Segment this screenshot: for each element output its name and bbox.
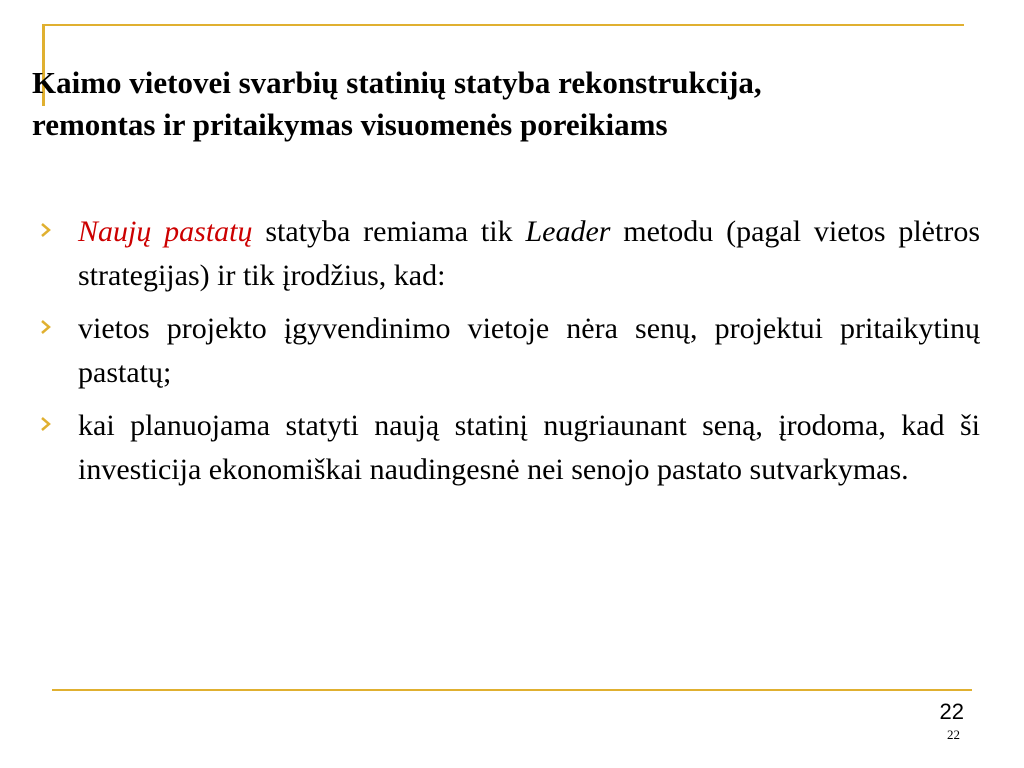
arrow-bullet-icon <box>38 414 54 434</box>
slide-title <box>32 62 992 146</box>
title-line-1: Kaimo vietovei svarbių statinių statyba rekonstrukcija, <box>32 65 762 100</box>
bullet-text: metodu (pagal vietos plėtros strategijas) ir tik įrodžius, kad: <box>78 215 980 292</box>
bullet-item-2 <box>36 307 980 395</box>
bullet-text: vietos projekto įgyvendinimo vietoje nėra senų, projektui pritaikytinų pastatų; <box>78 312 980 389</box>
bottom-accent-line <box>52 689 972 691</box>
top-accent-line <box>42 24 964 26</box>
title-line-2: remontas ir pritaikymas visuomenės poreikiams <box>32 107 668 142</box>
arrow-bullet-icon <box>38 220 54 240</box>
page-number-footer: 22 <box>947 727 960 742</box>
bullet-text: statyba remiama tik <box>252 215 526 248</box>
bullet-list <box>36 210 980 501</box>
bullet-text: kai planuojama statyti naują statinį nugriaunant seną, įrodoma, kad ši investicija ekonomiškai naudingesnė nei senojo pastato sutvarkymas. <box>78 409 980 486</box>
page-number: 22 <box>939 699 964 724</box>
bullet-emphasis: Naujų pastatų <box>78 215 253 248</box>
bullet-item-3 <box>36 404 980 492</box>
bullet-italic-term: Leader <box>525 215 611 248</box>
bullet-item-1 <box>36 210 980 298</box>
arrow-bullet-icon <box>38 317 54 337</box>
